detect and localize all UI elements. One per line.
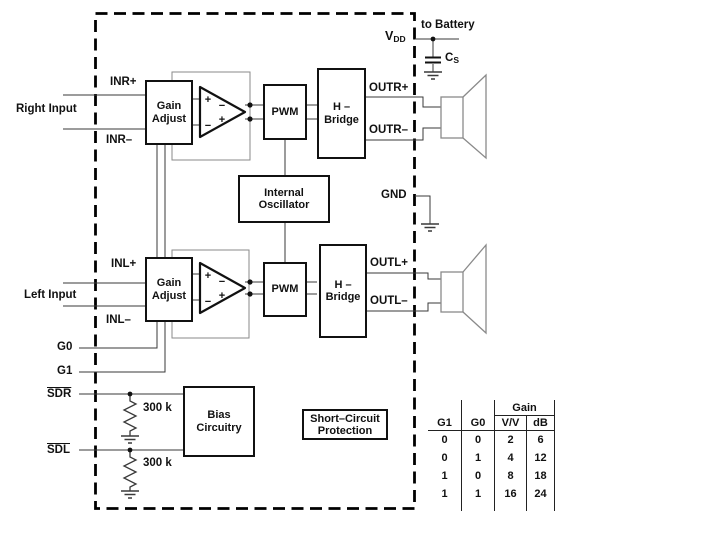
gain-table-col-g0: G0 (462, 416, 495, 431)
block-h-bridge-right: H – Bridge (317, 68, 366, 159)
speaker-left-icon (441, 245, 486, 333)
gain-table-spacer (428, 503, 462, 511)
annotation-resistor-sdl: 300 k (143, 457, 172, 469)
annotation-to-battery: to Battery (421, 19, 475, 31)
opamp-r-out-minus: − (218, 100, 226, 112)
opamp-l-in-minus: − (204, 296, 212, 308)
resistor-sdl-icon (124, 450, 136, 491)
annotation-resistor-sdr: 300 k (143, 402, 172, 414)
gain-table-cell: 18 (527, 467, 555, 485)
gain-table-spacer (527, 503, 555, 511)
speaker-right-icon (441, 75, 486, 158)
opamp-l-out-plus: + (218, 290, 226, 302)
speaker-left-body (441, 272, 463, 312)
capacitor-icon (425, 58, 441, 63)
opamp-l-in-plus: + (204, 270, 212, 282)
gain-table-cell: 4 (495, 449, 527, 467)
opamp-r-in-minus: − (204, 120, 212, 132)
ground-icon-sdr (121, 436, 139, 443)
pin-label-outl-plus: OUTL+ (370, 257, 409, 269)
gain-table-cell: 0 (462, 467, 495, 485)
pin-label-g0: G0 (57, 341, 73, 353)
pin-label-vdd (385, 30, 406, 45)
ground-icon-cap (424, 72, 442, 79)
block-internal-oscillator: Internal Oscillator (238, 175, 330, 223)
gain-table-cell: 0 (428, 449, 462, 467)
pin-label-outr-plus: OUTR+ (369, 82, 409, 94)
vdd-base: V (385, 29, 394, 43)
pin-label-sdl: $\overline{SDL}$ (47, 444, 70, 456)
cs-subscript: S (453, 55, 459, 65)
junction-dot (247, 116, 252, 121)
junction-dot (247, 291, 252, 296)
gain-table-spacer (462, 503, 495, 511)
gain-table-cell: 24 (527, 485, 555, 503)
gain-table-cell: 6 (527, 431, 555, 449)
speaker-right-cone (463, 75, 486, 158)
block-h-bridge-left: H – Bridge (319, 244, 367, 338)
speaker-left-cone (463, 245, 486, 333)
block-pwm-right: PWM (263, 84, 307, 140)
pin-label-outl-minus: OUTL– (370, 295, 408, 307)
gain-table-cell: 0 (428, 431, 462, 449)
block-short-circuit-protection: Short–Circuit Protection (302, 409, 388, 440)
gain-table-cell: 0 (462, 431, 495, 449)
opamp-r-in-plus: + (204, 94, 212, 106)
speaker-right-body (441, 97, 463, 138)
pin-label-outr-minus: OUTR– (369, 124, 408, 136)
pin-label-inr-plus: INR+ (110, 76, 137, 88)
ground-icon-sdl (121, 491, 139, 498)
gain-table-cell: 1 (462, 449, 495, 467)
pin-label-inr-minus: INR– (106, 134, 133, 146)
gain-table-cell: 1 (462, 485, 495, 503)
cs-base: C (445, 52, 454, 64)
opamp-l-out-minus: − (218, 276, 226, 288)
block-pwm-left: PWM (263, 262, 307, 317)
pin-label-right-input: Right Input (16, 103, 77, 115)
junction-dot (128, 448, 133, 453)
junction-dot (247, 279, 252, 284)
gain-table-cell: 1 (428, 467, 462, 485)
junction-dot (128, 392, 133, 397)
gain-table-gain-header: Gain (495, 400, 555, 416)
gain-table-corner (462, 400, 495, 416)
gain-table-cell: 8 (495, 467, 527, 485)
junction-dot (431, 37, 436, 42)
gain-table-corner (428, 400, 462, 416)
gain-table-cell: 1 (428, 485, 462, 503)
annotation-cs (445, 52, 459, 66)
pin-label-sdr: $\overline{SDR}$ (47, 388, 72, 400)
gain-table-spacer (495, 503, 527, 511)
block-bias-circuitry: Bias Circuitry (183, 386, 255, 457)
pin-label-gnd: GND (381, 189, 407, 201)
block-gain-adjust-right: Gain Adjust (145, 80, 193, 145)
gain-table (428, 400, 555, 511)
gain-table-col-db: dB (527, 416, 555, 431)
gain-table-col-g1: G1 (428, 416, 462, 431)
junction-dot (247, 102, 252, 107)
gain-table-cell: 12 (527, 449, 555, 467)
resistor-sdr-icon (124, 394, 136, 436)
block-gain-adjust-left: Gain Adjust (145, 257, 193, 322)
opamp-r-out-plus: + (218, 114, 226, 126)
ground-icon-gnd (421, 224, 439, 231)
gain-table-cell: 2 (495, 431, 527, 449)
pin-label-inl-minus: INL– (106, 314, 131, 326)
pin-label-inl-plus: INL+ (111, 258, 137, 270)
gain-table-col-vv: V/V (495, 416, 527, 431)
pin-label-g1: G1 (57, 365, 73, 377)
gain-table-cell: 16 (495, 485, 527, 503)
vdd-subscript: DD (393, 34, 406, 44)
pin-label-left-input: Left Input (24, 289, 77, 301)
